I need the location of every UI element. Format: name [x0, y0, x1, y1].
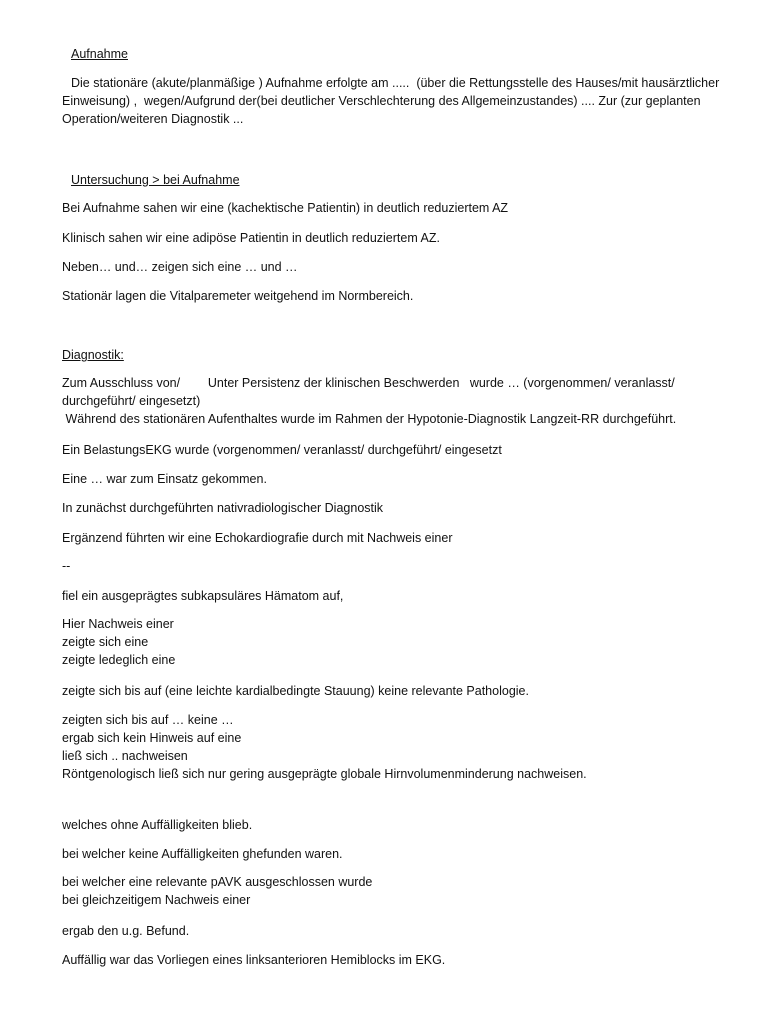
- diagnostik-dash: --: [62, 559, 71, 573]
- aufnahme-line-3: Operation/weiteren Diagnostik ...: [62, 112, 244, 126]
- section-heading-aufnahme: Aufnahme: [71, 47, 128, 61]
- section-heading-diagnostik: Diagnostik:: [62, 348, 124, 362]
- section-heading-untersuchung: Untersuchung > bei Aufnahme: [71, 173, 240, 187]
- diagnostik-keine-line-3: ließ sich .. nachweisen: [62, 749, 188, 763]
- aufnahme-line-1: Die stationäre (akute/planmäßige ) Aufnahme erfolgte am ..... (über die Rettungsstelle des Hauses/mit hausärztlicher: [71, 76, 720, 90]
- diagnostik-belastungs-ekg: Ein BelastungsEKG wurde (vorgenommen/ veranlasst/ durchgeführt/ eingesetzt: [62, 443, 502, 457]
- diagnostik-nachweis-line-2: zeigte sich eine: [62, 635, 149, 649]
- diagnostik-keine-paragraph: [62, 711, 742, 783]
- diagnostik-keine-line-1: zeigten sich bis auf … keine …: [62, 713, 234, 727]
- diagnostik-keine-line-4: Röntgenologisch ließ sich nur gering ausgeprägte globale Hirnvolumenminderung nachweisen.: [62, 767, 587, 781]
- diagnostik-echokardiografie: Ergänzend führten wir eine Echokardiografie durch mit Nachweis einer: [62, 531, 453, 545]
- diagnostik-intro-paragraph: [62, 374, 742, 428]
- diagnostik-keine-line-2: ergab sich kein Hinweis auf eine: [62, 731, 242, 745]
- diagnostik-pavk-paragraph: [62, 873, 742, 909]
- diagnostik-einsatz: Eine … war zum Einsatz gekommen.: [62, 472, 267, 486]
- diagnostik-haematom: fiel ein ausgeprägtes subkapsuläres Hämatom auf,: [62, 589, 344, 603]
- diagnostik-hemiblock: Auffällig war das Vorliegen eines linksanterioren Hemiblocks im EKG.: [62, 953, 446, 967]
- diagnostik-befund: ergab den u.g. Befund.: [62, 924, 190, 938]
- diagnostik-nachweis-line-1: Hier Nachweis einer: [62, 617, 174, 631]
- diagnostik-intro-line-3: Während des stationären Aufenthaltes wurde im Rahmen der Hypotonie-Diagnostik Langzeit-RR durchgeführt.: [62, 412, 677, 426]
- aufnahme-paragraph: [62, 74, 752, 128]
- diagnostik-nachweis-line-3: zeigte ledeglich eine: [62, 653, 176, 667]
- untersuchung-paragraph-4: Stationär lagen die Vitalparemeter weitgehend im Normbereich.: [62, 289, 414, 303]
- diagnostik-pavk-line-2: bei gleichzeitigem Nachweis einer: [62, 893, 251, 907]
- diagnostik-stauung: zeigte sich bis auf (eine leichte kardialbedingte Stauung) keine relevante Pathologie.: [62, 684, 529, 698]
- diagnostik-intro-line-1: Zum Ausschluss von/ Unter Persistenz der klinischen Beschwerden wurde … (vorgenommen/ veranlasst/: [62, 376, 675, 390]
- untersuchung-paragraph-3: Neben… und… zeigen sich eine … und …: [62, 260, 298, 274]
- diagnostik-ohne-auffaelligkeiten: welches ohne Auffälligkeiten blieb.: [62, 818, 253, 832]
- aufnahme-line-2: Einweisung) , wegen/Aufgrund der(bei deutlicher Verschlechterung des Allgemeinzustandes) .... Zur (zur geplanten: [62, 94, 701, 108]
- diagnostik-nativradiologie: In zunächst durchgeführten nativradiologischer Diagnostik: [62, 501, 384, 515]
- diagnostik-intro-line-2: durchgeführt/ eingesetzt): [62, 394, 201, 408]
- untersuchung-paragraph-2: Klinisch sahen wir eine adipöse Patientin in deutlich reduziertem AZ.: [62, 231, 440, 245]
- untersuchung-paragraph-1: Bei Aufnahme sahen wir eine (kachektische Patientin) in deutlich reduziertem AZ: [62, 201, 509, 215]
- diagnostik-nachweis-paragraph: [62, 615, 742, 669]
- diagnostik-gefunden: bei welcher keine Auffälligkeiten ghefunden waren.: [62, 847, 343, 861]
- diagnostik-pavk-line-1: bei welcher eine relevante pAVK ausgeschlossen wurde: [62, 875, 373, 889]
